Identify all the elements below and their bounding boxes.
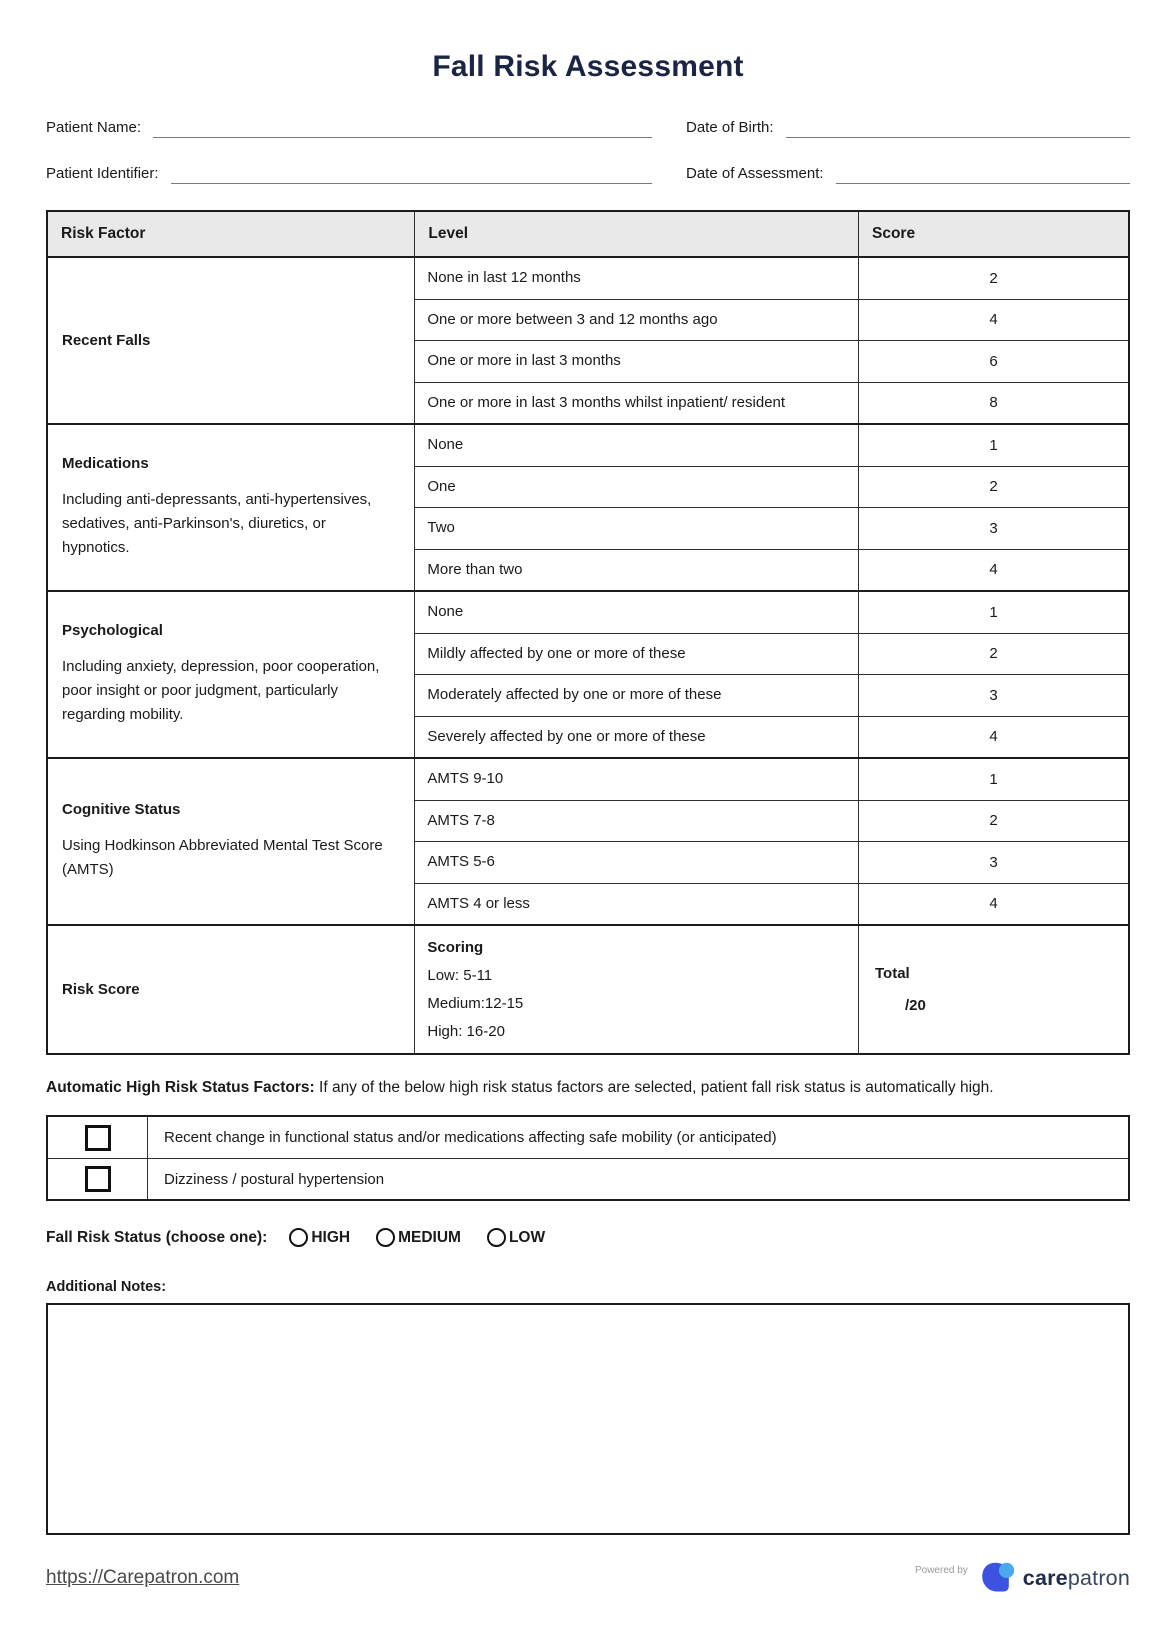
score-value: 3	[858, 842, 1129, 884]
page-title: Fall Risk Assessment	[432, 50, 744, 83]
footer	[46, 1559, 1130, 1597]
table-row	[47, 424, 1129, 466]
date-of-birth-label: Date of Birth:	[686, 119, 774, 136]
level-label: None	[415, 424, 859, 466]
low-radio-label: LOW	[508, 1228, 546, 1246]
date-of-assessment-field	[686, 164, 1130, 184]
patient-identifier-field	[46, 164, 652, 184]
score-value: 2	[858, 466, 1129, 508]
level-label: One or more between 3 and 12 months ago	[415, 299, 859, 341]
risk-assessment-table	[46, 210, 1130, 1055]
brand-block	[915, 1559, 1130, 1597]
checkbox-cell	[48, 1159, 148, 1199]
section-risk-score	[47, 925, 1129, 1054]
level-label: None	[415, 591, 859, 633]
total-score-input[interactable]: /20	[904, 997, 926, 1014]
checkbox-cell	[48, 1117, 148, 1158]
level-label: More than two	[415, 549, 859, 591]
patient-name-label: Patient Name:	[46, 119, 142, 136]
factor-cell-cognitive-status	[47, 758, 415, 925]
table-row	[47, 257, 1129, 299]
factor-cell-recent-falls	[47, 257, 415, 424]
score-value: 2	[858, 800, 1129, 842]
score-value: 3	[858, 508, 1129, 550]
patient-name-input[interactable]	[153, 118, 652, 138]
score-value: 6	[858, 341, 1129, 383]
total-label: Total	[874, 965, 910, 982]
level-label: Severely affected by one or more of these	[415, 716, 859, 758]
status-option-low	[487, 1228, 545, 1247]
brand-wordmark-care: care	[1022, 1565, 1068, 1590]
score-value: 4	[858, 299, 1129, 341]
low-radio-button[interactable]	[487, 1228, 506, 1247]
date-of-assessment-label: Date of Assessment:	[686, 165, 824, 182]
score-value: 4	[858, 549, 1129, 591]
score-value: 2	[858, 257, 1129, 299]
section-recent-falls	[47, 257, 1129, 424]
factor-cell-medications	[47, 424, 415, 591]
automatic-high-risk-paragraph	[46, 1075, 1130, 1101]
brand-wordmark-patron: patron	[1067, 1565, 1130, 1590]
status-option-high	[289, 1228, 350, 1247]
risk-score-title-cell	[47, 925, 415, 1054]
section-psychological	[47, 591, 1129, 758]
factor-label: Dizziness / postural hypertension	[164, 1170, 385, 1188]
level-label: AMTS 5-6	[415, 842, 859, 884]
factor-title: Cognitive Status	[62, 800, 181, 818]
patient-field-row-2	[46, 164, 1130, 184]
automatic-high-risk-heading: Automatic High Risk Status Factors:	[46, 1079, 315, 1096]
high-risk-factor-row	[48, 1117, 1128, 1158]
section-cognitive-status	[47, 758, 1129, 925]
table-header-row	[47, 211, 1129, 257]
factor-title: Medications	[62, 454, 149, 472]
carepatron-link[interactable]: https://Carepatron.com	[46, 1567, 240, 1589]
additional-notes-label: Additional Notes:	[46, 1279, 167, 1296]
patient-name-field	[46, 118, 652, 138]
section-medications	[47, 424, 1129, 591]
patient-identifier-input[interactable]	[171, 164, 652, 184]
medium-radio-label: MEDIUM	[398, 1228, 461, 1246]
scoring-high: High: 16-20	[427, 1023, 505, 1040]
score-value: 4	[858, 716, 1129, 758]
level-label: One	[415, 466, 859, 508]
high-radio-label: HIGH	[311, 1228, 351, 1246]
level-label: AMTS 7-8	[415, 800, 859, 842]
status-option-medium	[376, 1228, 461, 1247]
fall-risk-status-label: Fall Risk Status (choose one):	[46, 1228, 268, 1246]
factor-description: Using Hodkinson Abbreviated Mental Test Score (AMTS)	[62, 836, 383, 878]
scoring-low: Low: 5-11	[427, 967, 493, 984]
level-label: AMTS 9-10	[415, 758, 859, 800]
high-radio-button[interactable]	[289, 1228, 308, 1247]
score-value: 8	[858, 382, 1129, 424]
column-header-level: Level	[415, 211, 859, 257]
factor-label: Recent change in functional status and/or medications affecting safe mobility (or anticipated)	[164, 1129, 777, 1147]
factor-cell-psychological	[47, 591, 415, 758]
factor-description: Including anti-depressants, anti-hypertensives, sedatives, anti-Parkinson's, diuretics, or hypnotics.	[62, 490, 372, 557]
level-label: Two	[415, 508, 859, 550]
level-label: One or more in last 3 months	[415, 341, 859, 383]
high-risk-factors-box	[46, 1115, 1130, 1201]
table-row	[47, 758, 1129, 800]
additional-notes-input[interactable]	[46, 1303, 1130, 1535]
scoring-cell	[415, 925, 859, 1054]
automatic-high-risk-text: If any of the below high risk status factors are selected, patient fall risk status is automatically high.	[314, 1079, 994, 1096]
scoring-title: Scoring	[427, 939, 484, 956]
patient-identifier-label: Patient Identifier:	[46, 165, 159, 182]
level-label: AMTS 4 or less	[415, 883, 859, 925]
date-of-birth-field	[686, 118, 1130, 138]
score-value: 1	[858, 591, 1129, 633]
date-of-birth-input[interactable]	[786, 118, 1130, 138]
functional-status-checkbox[interactable]	[85, 1125, 111, 1151]
brand-wordmark	[1023, 1566, 1130, 1591]
risk-score-title: Risk Score	[62, 981, 140, 998]
level-label: Mildly affected by one or more of these	[415, 633, 859, 675]
level-label: None in last 12 months	[415, 257, 859, 299]
date-of-assessment-input[interactable]	[836, 164, 1130, 184]
column-header-score: Score	[858, 211, 1129, 257]
level-label: Moderately affected by one or more of these	[415, 675, 859, 717]
carepatron-logo-icon	[980, 1559, 1016, 1597]
score-value: 2	[858, 633, 1129, 675]
patient-field-row-1	[46, 118, 1130, 138]
total-cell	[858, 925, 1129, 1054]
dizziness-checkbox[interactable]	[85, 1166, 111, 1192]
level-label: One or more in last 3 months whilst inpatient/ resident	[415, 382, 859, 424]
column-header-risk-factor: Risk Factor	[47, 211, 415, 257]
score-value: 4	[858, 883, 1129, 925]
factor-description: Including anxiety, depression, poor cooperation, poor insight or poor judgment, particularly regarding mobility.	[62, 657, 380, 724]
medium-radio-button[interactable]	[376, 1228, 395, 1247]
scoring-medium: Medium:12-15	[427, 995, 524, 1012]
score-value: 1	[858, 424, 1129, 466]
high-risk-factor-row	[48, 1158, 1128, 1199]
powered-by-label: Powered by	[914, 1564, 968, 1576]
factor-title: Psychological	[62, 621, 163, 639]
table-row	[47, 591, 1129, 633]
fall-risk-status-row	[46, 1228, 1130, 1247]
factor-title: Recent Falls	[62, 332, 151, 349]
risk-score-row	[47, 925, 1129, 1054]
score-value: 3	[858, 675, 1129, 717]
score-value: 1	[858, 758, 1129, 800]
